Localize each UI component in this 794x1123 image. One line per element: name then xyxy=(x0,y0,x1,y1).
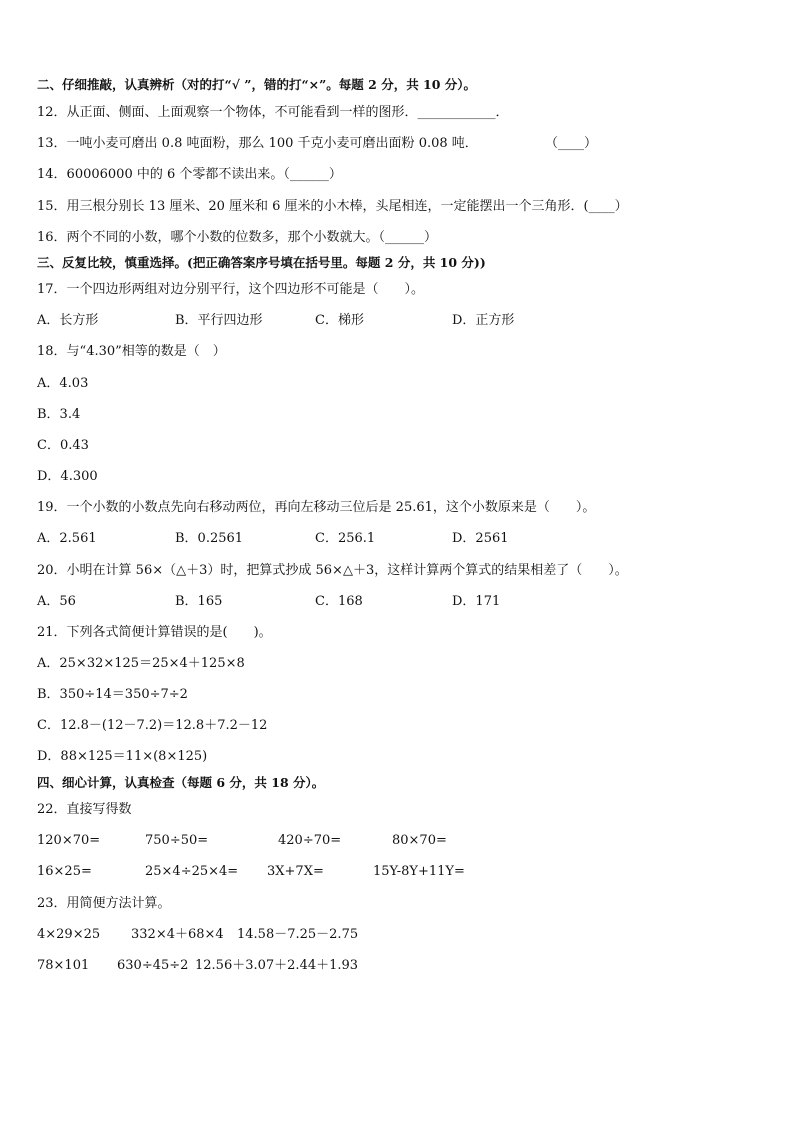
option-d[interactable]: D．2561 xyxy=(452,531,509,546)
option-a[interactable]: A．56 xyxy=(37,594,76,609)
calc-item: 80×70= xyxy=(392,833,447,848)
option-c[interactable]: C．256.1 xyxy=(315,531,376,546)
question-18-option-a[interactable]: A．4.03 xyxy=(37,376,89,391)
question-18-option-c[interactable]: C．0.43 xyxy=(37,438,89,453)
option-b[interactable]: B．平行四边形 xyxy=(175,313,263,328)
question-23: 23．用简便方法计算。 xyxy=(37,896,171,911)
calc-item: 14.58－7.25－2.75 xyxy=(237,927,359,942)
question-18: 18．与“4.30”相等的数是（ ） xyxy=(37,344,226,359)
question-13: 13．一吨小麦可磨出 0.8 吨面粉，那么 100 千克小麦可磨出面粉 0.08 吨． xyxy=(37,136,478,151)
section-3-heading: 三、反复比较，慎重选择。(把正确答案序号填在括号里。每题 2 分，共 10 分)) xyxy=(37,255,486,270)
question-18-option-b[interactable]: B．3.4 xyxy=(37,407,81,422)
calc-item: 420÷70= xyxy=(278,833,342,848)
question-23-row-2 xyxy=(37,958,737,974)
option-b[interactable]: B．165 xyxy=(175,594,223,609)
question-15: 15．用三根分别长 13 厘米、20 厘米和 6 厘米的小木棒，头尾相连，一定能摆出一个三角形．(____） xyxy=(37,199,628,214)
question-19: 19．一个小数的小数点先向右移动两位，再向左移动三位后是 25.61，这个小数原来是（ ）。 xyxy=(37,500,596,515)
calc-item: 78×101 xyxy=(37,958,90,973)
question-12: 12．从正面、侧面、上面观察一个物体，不可能看到一样的图形．____________． xyxy=(37,105,509,120)
calc-item: 12.56＋3.07＋2.44＋1.93 xyxy=(195,958,359,973)
question-23-row-1 xyxy=(37,927,737,943)
section-4-heading: 四、细心计算，认真检查（每题 6 分，共 18 分）。 xyxy=(37,775,325,790)
calc-item: 3X+7X= xyxy=(267,864,324,879)
calc-item: 120×70= xyxy=(37,833,101,848)
question-20-options xyxy=(37,594,737,610)
calc-item: 25×4÷25×4= xyxy=(145,864,239,879)
option-c[interactable]: C．梯形 xyxy=(315,313,364,328)
question-21-option-c[interactable]: C．12.8－(12－7.2)＝12.8＋7.2－12 xyxy=(37,718,268,733)
question-21-option-a[interactable]: A．25×32×125＝25×4＋125×8 xyxy=(37,656,245,671)
option-c[interactable]: C．168 xyxy=(315,594,363,609)
calc-item: 630÷45÷2 xyxy=(117,958,189,973)
question-22: 22．直接写得数 xyxy=(37,802,132,817)
question-17-options xyxy=(37,313,737,329)
question-20: 20．小明在计算 56×（△＋3）时，把算式抄成 56×△＋3，这样计算两个算式的结果相差了（ ）。 xyxy=(37,563,628,578)
calc-item: 332×4＋68×4 xyxy=(131,927,224,942)
option-d[interactable]: D．171 xyxy=(452,594,501,609)
option-a[interactable]: A．2.561 xyxy=(37,531,97,546)
question-19-options xyxy=(37,531,737,547)
option-a[interactable]: A．长方形 xyxy=(37,313,99,328)
question-18-option-d[interactable]: D．4.300 xyxy=(37,469,98,484)
question-22-row-2 xyxy=(37,864,737,880)
question-21-option-b[interactable]: B．350÷14＝350÷7÷2 xyxy=(37,687,188,702)
question-22-row-1 xyxy=(37,833,737,849)
calc-item: 750÷50= xyxy=(145,833,209,848)
question-13-answer-blank[interactable]: （____） xyxy=(545,136,598,151)
option-d[interactable]: D．正方形 xyxy=(452,313,515,328)
question-16: 16．两个不同的小数，哪个小数的位数多，那个小数就大。（______） xyxy=(37,230,438,245)
question-14: 14．60006000 中的 6 个零都不读出来。（______） xyxy=(37,167,342,182)
question-17: 17．一个四边形两组对边分别平行，这个四边形不可能是（ ）。 xyxy=(37,282,425,297)
question-21: 21．下列各式简便计算错误的是( )。 xyxy=(37,625,272,640)
section-2-heading: 二、仔细推敲，认真辨析（对的打“√ ”，错的打“×”。每题 2 分，共 10 分）。 xyxy=(37,77,477,92)
calc-item: 16×25= xyxy=(37,864,92,879)
calc-item: 4×29×25 xyxy=(37,927,101,942)
option-b[interactable]: B．0.2561 xyxy=(175,531,244,546)
question-21-option-d[interactable]: D．88×125＝11×(8×125) xyxy=(37,749,208,764)
calc-item: 15Y-8Y+11Y= xyxy=(373,864,465,879)
